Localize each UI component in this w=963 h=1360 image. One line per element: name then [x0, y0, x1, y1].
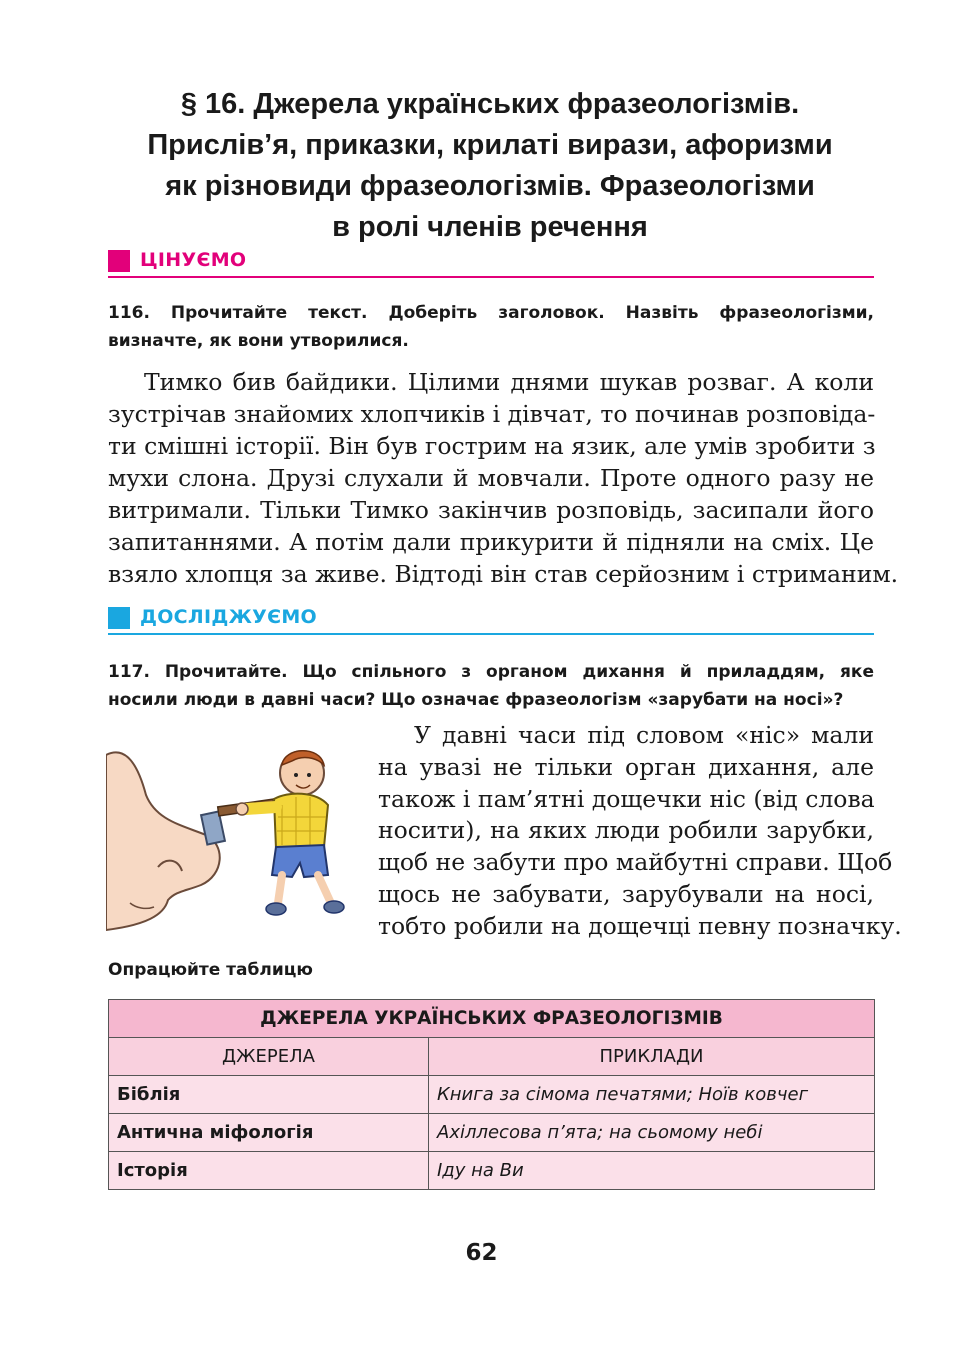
- title-line: § 16. Джерела українських фразеологізмів.: [180, 88, 800, 120]
- paragraph-line: запитаннями. А потім дали прикурити й підняли на сміх. Це: [108, 528, 874, 556]
- task-116: [108, 299, 874, 355]
- phraseology-sources-table: [108, 999, 875, 1190]
- paragraph-line: У давні часи під словом «ніс» мали: [414, 721, 874, 749]
- task-line: 117. Прочитайте. Що спільного з органом дихання й приладдям, яке: [108, 662, 874, 682]
- page-number: 62: [465, 1240, 498, 1266]
- table-row: [109, 1114, 875, 1152]
- task-117: [108, 658, 874, 714]
- magenta-square-icon: [108, 250, 130, 272]
- paragraph-line: мухи слона. Друзі слухали й мовчали. Проте одного разу не: [108, 464, 874, 492]
- paragraph-line: ти смішні історії. Він був гострим на язик, але умів зробити з: [108, 432, 876, 460]
- boy-chopping-nose-illustration: [106, 725, 356, 935]
- column-header-sources: ДЖЕРЕЛА: [109, 1038, 429, 1076]
- source-cell: Антична міфологія: [109, 1114, 429, 1152]
- column-header-examples: ПРИКЛАДИ: [429, 1038, 875, 1076]
- paragraph-line: взяло хлопця за живе. Відтоді він став серйозним і стриманим.: [108, 560, 899, 588]
- paragraph-line: витримали. Тільки Тимко закінчив розповідь, засипали його: [108, 496, 874, 524]
- title-line: в ролі членів речення: [332, 211, 648, 243]
- text-paragraph-117: [378, 720, 902, 943]
- source-cell: Біблія: [109, 1076, 429, 1114]
- paragraph-line: носити), на яких люди робили зарубки,: [378, 816, 874, 845]
- page-title: [108, 84, 872, 248]
- paragraph-line: на увазі не тільки орган дихання, але: [378, 752, 874, 781]
- blue-square-icon: [108, 607, 130, 629]
- examples-cell: Ахіллесова п’ята; на сьомому небі: [429, 1114, 875, 1152]
- table-caption: Опрацюйте таблицю: [108, 960, 313, 980]
- section-label: ЦІНУЄМО: [140, 249, 247, 271]
- task-line: визначте, як вони утворилися.: [108, 331, 409, 351]
- paragraph-line: також і пам’ятні дощечки ніс (від слова: [378, 784, 875, 813]
- section-heading-researching: [108, 605, 874, 635]
- text-paragraph-116: [108, 366, 899, 590]
- table-row: [109, 1076, 875, 1114]
- paragraph-line: щось не забувати, зарубували на носі,: [378, 879, 874, 908]
- paragraph-line: тобто робили на дощечці певну позначку.: [378, 911, 902, 940]
- paragraph-line: щоб не забути про майбутні справи. Щоб: [378, 848, 893, 877]
- section-label: ДОСЛІДЖУЄМО: [140, 606, 317, 628]
- paragraph-line: Тимко бив байдики. Цілими днями шукав розваг. А коли: [144, 368, 874, 396]
- table-row: [109, 1152, 875, 1190]
- task-line: 116. Прочитайте текст. Доберіть заголовок. Назвіть фразеологізми,: [108, 303, 874, 323]
- examples-cell: Книга за сімома печатями; Ноїв ковчег: [429, 1076, 875, 1114]
- table-title: ДЖЕРЕЛА УКРАЇНСЬКИХ ФРАЗЕОЛОГІЗМІВ: [109, 1000, 875, 1038]
- examples-cell: Іду на Ви: [429, 1152, 875, 1190]
- title-line: як різновиди фразеологізмів. Фразеологізми: [165, 170, 815, 202]
- paragraph-line: зустрічав знайомих хлопчиків і дівчат, то починав розповіда-: [108, 400, 876, 428]
- section-heading-valuing: [108, 248, 874, 278]
- source-cell: Історія: [109, 1152, 429, 1190]
- task-line: носили люди в давні часи? Що означає фразеологізм «зарубати на носі»?: [108, 690, 844, 710]
- title-line: Прислів’я, приказки, крилаті вирази, афоризми: [147, 129, 833, 161]
